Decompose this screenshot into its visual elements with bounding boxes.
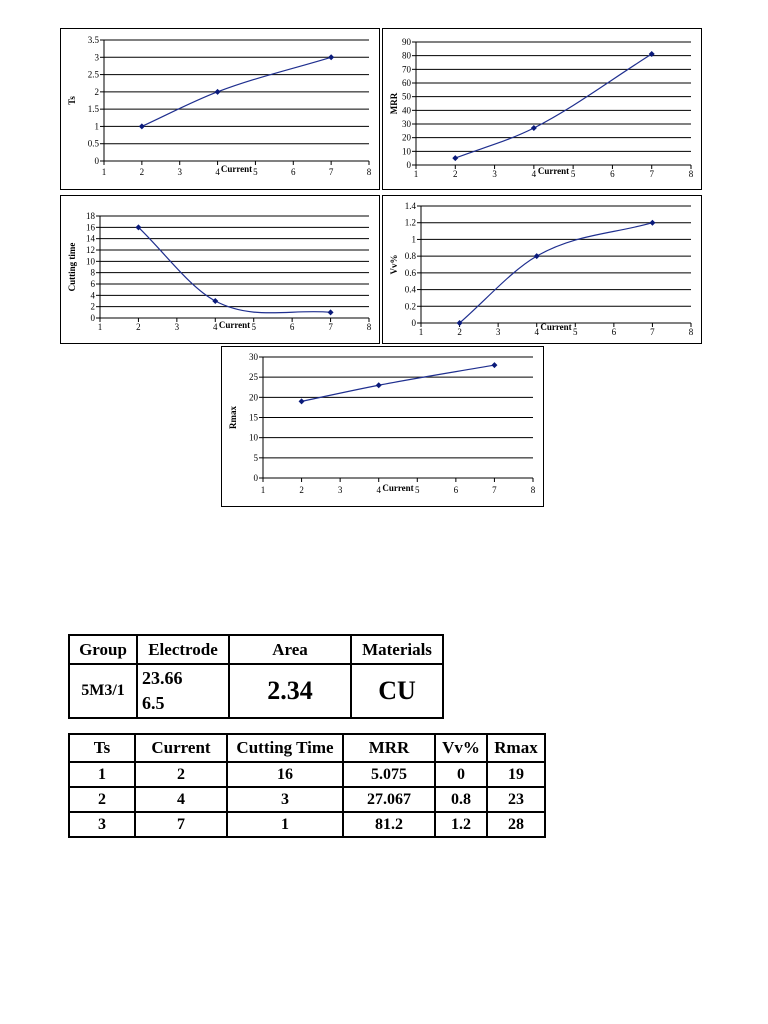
- x-tick-label: 5: [251, 322, 256, 332]
- y-tick-label: 1: [411, 234, 416, 245]
- table-cell: 7: [135, 812, 227, 837]
- x-tick-label: 5: [570, 169, 576, 179]
- y-tick-label: 40: [402, 105, 411, 116]
- x-axis-title: Current: [537, 166, 570, 176]
- y-tick-label: 0: [411, 318, 416, 328]
- x-tick-label: 3: [337, 485, 343, 495]
- y-tick-label: 1.5: [87, 104, 99, 115]
- ts-chart-svg: [61, 29, 379, 189]
- mrr-header: MRR: [343, 734, 435, 762]
- y-tick-label: 0: [406, 160, 411, 170]
- y-tick-label: 2: [90, 301, 95, 312]
- x-tick-label: 2: [136, 322, 141, 332]
- x-tick-label: 7: [650, 327, 655, 337]
- y-tick-label: 70: [402, 64, 411, 75]
- rmax-header: Rmax: [487, 734, 545, 762]
- group-header: Group: [69, 635, 137, 664]
- table-cell: 19: [487, 762, 545, 787]
- data-point: [139, 123, 145, 129]
- electrode-header: Electrode: [137, 635, 229, 664]
- group-value: 5M3/1: [69, 664, 137, 718]
- data-point: [212, 298, 218, 304]
- area-value: 2.34: [229, 664, 351, 718]
- y-tick-label: 0.4: [404, 284, 416, 295]
- y-tick-label: 50: [402, 91, 411, 102]
- data-point: [649, 220, 655, 226]
- table-row: [69, 812, 545, 837]
- y-tick-label: 20: [249, 392, 258, 403]
- materials-header: Materials: [351, 635, 443, 664]
- data-point: [376, 382, 382, 388]
- cutting-time-chart-svg: [61, 196, 379, 343]
- x-tick-label: 3: [495, 327, 501, 337]
- x-axis-title: Current: [220, 164, 253, 174]
- y-tick-label: 20: [402, 132, 411, 143]
- info-header-row: [69, 635, 443, 664]
- y-tick-label: 14: [86, 233, 95, 244]
- x-tick-label: 3: [492, 169, 497, 179]
- x-tick-label: 7: [328, 167, 334, 177]
- x-tick-label: 1: [418, 327, 424, 337]
- x-tick-label: 7: [492, 485, 497, 495]
- y-tick-label: 8: [90, 267, 95, 278]
- x-axis-title: Current: [382, 483, 414, 493]
- y-axis-title: Vv%: [389, 254, 399, 275]
- cutting-time-header: Cutting Time: [227, 734, 343, 762]
- data-point: [215, 89, 221, 95]
- y-axis-title: Rmax: [228, 406, 238, 429]
- table-cell: 27.067: [343, 787, 435, 812]
- table-cell: 0.8: [435, 787, 487, 812]
- y-tick-label: 80: [402, 50, 411, 61]
- electrode-value-line1: 23.66: [142, 668, 183, 688]
- y-tick-label: 3: [94, 52, 99, 63]
- cutting-time-chart: [60, 195, 380, 344]
- ts-chart: [60, 28, 380, 190]
- x-tick-label: 4: [213, 322, 218, 332]
- area-header: Area: [229, 635, 351, 664]
- table-cell: 3: [227, 787, 343, 812]
- rmax-chart-svg: [222, 347, 543, 506]
- x-axis-title: Current: [540, 322, 572, 332]
- vv-chart: [382, 195, 702, 344]
- y-tick-label: 12: [86, 245, 95, 255]
- x-tick-label: 8: [366, 167, 372, 177]
- y-tick-label: 6: [90, 279, 95, 289]
- x-tick-label: 7: [328, 322, 333, 332]
- electrode-value: [137, 664, 229, 718]
- x-tick-label: 1: [101, 167, 107, 177]
- table-cell: 2: [135, 762, 227, 787]
- current-header: Current: [135, 734, 227, 762]
- data-table: [68, 733, 546, 838]
- y-tick-label: 30: [402, 119, 411, 129]
- y-tick-label: 16: [86, 222, 95, 233]
- x-tick-label: 6: [291, 167, 296, 177]
- x-tick-label: 2: [457, 327, 462, 337]
- x-tick-label: 2: [139, 167, 145, 177]
- mrr-chart-svg: [383, 29, 701, 189]
- data-point: [328, 309, 334, 315]
- x-tick-label: 6: [453, 485, 459, 495]
- y-tick-label: 1.4: [404, 201, 416, 211]
- table-row: [69, 762, 545, 787]
- y-tick-label: 25: [249, 372, 258, 383]
- table-cell: 2: [69, 787, 135, 812]
- data-header-row: [69, 734, 545, 762]
- x-tick-label: 6: [289, 322, 295, 332]
- mrr-chart: [382, 28, 702, 190]
- y-tick-label: 0: [90, 313, 95, 323]
- x-tick-label: 7: [649, 169, 654, 179]
- y-axis-title: Ts: [67, 96, 77, 105]
- y-tick-label: 0.5: [87, 138, 99, 149]
- table-cell: 3: [69, 812, 135, 837]
- x-tick-label: 8: [688, 327, 694, 337]
- x-tick-label: 2: [453, 169, 458, 179]
- x-tick-label: 5: [253, 167, 258, 177]
- x-tick-label: 1: [260, 485, 266, 495]
- y-tick-label: 0.8: [404, 251, 416, 262]
- vv-chart-svg: [383, 196, 701, 343]
- x-tick-label: 1: [413, 169, 419, 179]
- y-tick-label: 0: [94, 156, 99, 166]
- y-tick-label: 90: [402, 37, 411, 47]
- y-tick-label: 1: [94, 121, 99, 132]
- y-tick-label: 2.5: [87, 69, 99, 80]
- x-tick-label: 4: [531, 169, 537, 179]
- table-cell: 0: [435, 762, 487, 787]
- x-tick-label: 8: [366, 322, 372, 332]
- vv-header: Vv%: [435, 734, 487, 762]
- table-cell: 23: [487, 787, 545, 812]
- x-tick-label: 8: [688, 169, 694, 179]
- y-tick-label: 4: [90, 290, 95, 301]
- x-tick-label: 6: [610, 169, 615, 179]
- y-tick-label: 60: [402, 78, 411, 88]
- y-tick-label: 15: [249, 412, 258, 423]
- y-axis-title: MRR: [389, 92, 399, 115]
- y-tick-label: 0.6: [404, 267, 416, 278]
- table-cell: 1: [227, 812, 343, 837]
- series-line: [138, 227, 330, 313]
- x-tick-label: 1: [97, 322, 103, 332]
- y-axis-title: Cutting time: [67, 242, 77, 292]
- table-cell: 1.2: [435, 812, 487, 837]
- x-tick-label: 5: [573, 327, 578, 337]
- x-tick-label: 5: [415, 485, 420, 495]
- electrode-value-line2: 6.5: [142, 693, 165, 713]
- table-cell: 28: [487, 812, 545, 837]
- x-tick-label: 8: [530, 485, 536, 495]
- data-point: [491, 362, 497, 368]
- y-tick-label: 1.2: [404, 217, 416, 228]
- data-point: [328, 54, 334, 60]
- table-cell: 16: [227, 762, 343, 787]
- y-tick-label: 0: [253, 473, 258, 483]
- table-cell: 4: [135, 787, 227, 812]
- info-table: [68, 634, 444, 719]
- data-point: [452, 155, 458, 161]
- rmax-chart: [221, 346, 544, 507]
- series-line: [302, 365, 495, 401]
- x-tick-label: 4: [534, 327, 539, 337]
- x-tick-label: 4: [376, 485, 381, 495]
- y-tick-label: 2: [94, 86, 99, 97]
- materials-value: CU: [351, 664, 443, 718]
- x-tick-label: 3: [174, 322, 180, 332]
- x-tick-label: 3: [177, 167, 182, 177]
- table-cell: 1: [69, 762, 135, 787]
- table-cell: 5.075: [343, 762, 435, 787]
- y-tick-label: 5: [253, 452, 258, 463]
- data-point: [534, 253, 540, 259]
- x-axis-title: Current: [218, 320, 251, 330]
- data-point: [531, 125, 537, 131]
- y-tick-label: 30: [249, 352, 258, 362]
- x-tick-label: 6: [611, 327, 617, 337]
- table-cell: 81.2: [343, 812, 435, 837]
- ts-header: Ts: [69, 734, 135, 762]
- y-tick-label: 3.5: [87, 35, 99, 45]
- x-tick-label: 4: [215, 167, 220, 177]
- y-tick-label: 18: [86, 211, 95, 221]
- table-row: [69, 787, 545, 812]
- y-tick-label: 10: [86, 256, 95, 267]
- y-tick-label: 10: [249, 432, 258, 443]
- data-point: [299, 398, 305, 404]
- y-tick-label: 10: [402, 146, 411, 157]
- x-tick-label: 2: [299, 485, 304, 495]
- info-value-row: [69, 664, 443, 718]
- y-tick-label: 0.2: [404, 301, 416, 312]
